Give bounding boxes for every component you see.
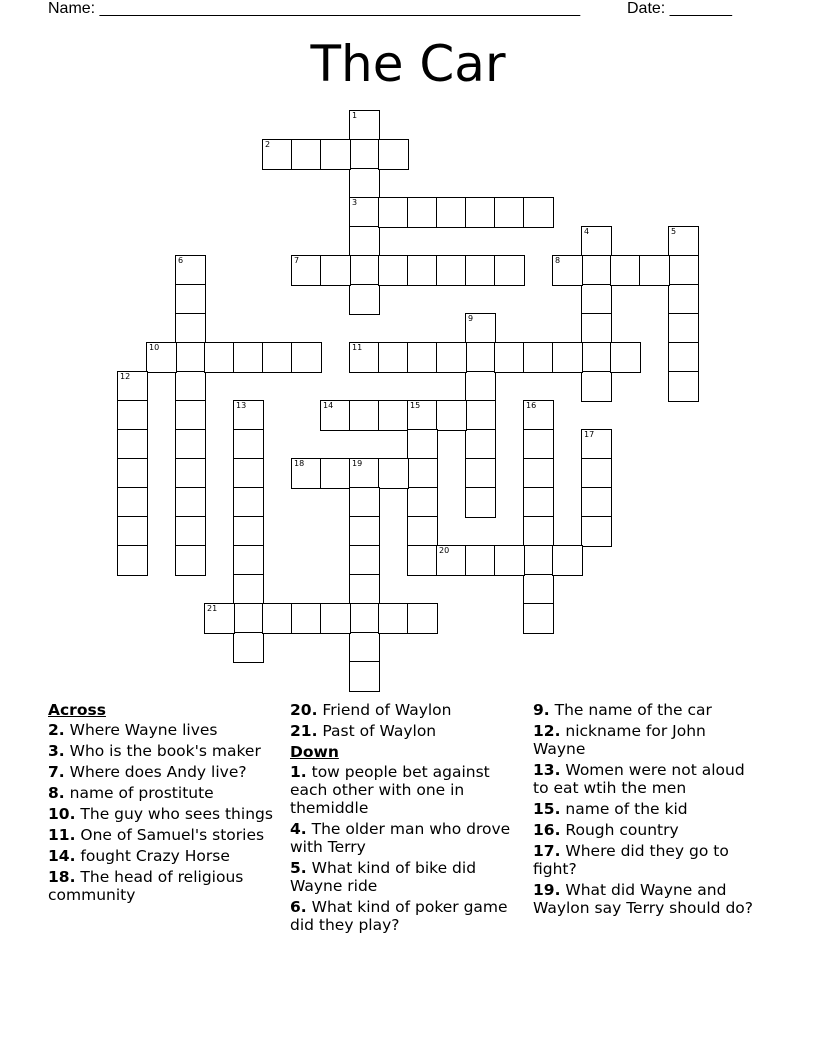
clue-number: 10. <box>48 805 76 823</box>
grid-cell[interactable] <box>407 197 438 228</box>
grid-cell[interactable] <box>407 603 438 634</box>
clue-down-12 <box>533 722 761 758</box>
clue-text: tow people bet against each other with one in themiddle <box>290 763 490 817</box>
grid-cell[interactable] <box>233 516 264 547</box>
grid-cell[interactable] <box>349 458 380 489</box>
grid-cell[interactable] <box>349 603 380 634</box>
clue-down-17 <box>533 842 761 878</box>
grid-cell[interactable] <box>523 603 554 634</box>
grid-cell[interactable] <box>407 516 438 547</box>
grid-cell[interactable] <box>610 255 641 286</box>
grid-cell[interactable] <box>465 487 496 518</box>
clue-text: fought Crazy Horse <box>80 847 230 865</box>
clue-number: 20. <box>290 701 318 719</box>
clue-number: 11. <box>48 826 76 844</box>
cell-number: 13 <box>236 401 247 410</box>
clue-number: 19. <box>533 881 561 899</box>
cell-number: 6 <box>178 256 184 265</box>
clue-number: 8. <box>48 784 65 802</box>
grid-cell[interactable] <box>291 458 322 489</box>
clue-down-9 <box>533 701 761 719</box>
clue-text: name of the kid <box>565 800 688 818</box>
clue-number: 1. <box>290 763 307 781</box>
page-title: The Car <box>310 35 506 93</box>
grid-cell[interactable] <box>204 603 235 634</box>
clue-number: 12. <box>533 722 561 740</box>
grid-cell[interactable] <box>291 342 322 373</box>
grid-cell[interactable] <box>233 342 264 373</box>
grid-cell[interactable] <box>349 545 380 576</box>
grid-cell[interactable] <box>349 197 380 228</box>
grid-cell[interactable] <box>581 226 612 257</box>
grid-cell[interactable] <box>581 487 612 518</box>
grid-cell[interactable] <box>436 400 467 431</box>
grid-cell[interactable] <box>146 342 177 373</box>
clue-number: 17. <box>533 842 561 860</box>
cell-number: 19 <box>352 459 363 468</box>
grid-cell[interactable] <box>581 342 612 373</box>
grid-cell[interactable] <box>465 371 496 402</box>
grid-cell[interactable] <box>407 255 438 286</box>
cell-number: 16 <box>526 401 537 410</box>
grid-cell[interactable] <box>668 313 699 344</box>
grid-cell[interactable] <box>378 400 409 431</box>
grid-cell[interactable] <box>523 545 554 576</box>
clue-across-7 <box>48 763 276 781</box>
grid-cell[interactable] <box>233 632 264 663</box>
clue-across-18 <box>48 868 276 904</box>
clue-text: Who is the book's maker <box>69 742 261 760</box>
grid-cell[interactable] <box>581 284 612 315</box>
grid-cell[interactable] <box>494 255 525 286</box>
clue-text: Where Wayne lives <box>69 721 218 739</box>
grid-cell[interactable] <box>523 574 554 605</box>
grid-cell[interactable] <box>436 545 467 576</box>
grid-cell[interactable] <box>407 429 438 460</box>
grid-cell[interactable] <box>552 255 583 286</box>
grid-cell[interactable] <box>349 574 380 605</box>
grid-cell[interactable] <box>465 255 496 286</box>
clue-text: The guy who sees things <box>80 805 273 823</box>
grid-cell[interactable] <box>349 400 380 431</box>
clue-text: name of prostitute <box>69 784 214 802</box>
grid-cell[interactable] <box>175 545 206 576</box>
grid-cell[interactable] <box>117 400 148 431</box>
grid-cell[interactable] <box>523 342 554 373</box>
grid-cell[interactable] <box>523 429 554 460</box>
grid-cell[interactable] <box>117 487 148 518</box>
clue-across-21 <box>290 722 518 740</box>
clue-across-2 <box>48 721 276 739</box>
clue-number: 7. <box>48 763 65 781</box>
grid-cell[interactable] <box>407 342 438 373</box>
grid-cell[interactable] <box>117 458 148 489</box>
grid-cell[interactable] <box>378 603 409 634</box>
grid-cell[interactable] <box>465 197 496 228</box>
grid-cell[interactable] <box>436 342 467 373</box>
grid-cell[interactable] <box>610 342 641 373</box>
cell-number: 14 <box>323 401 334 410</box>
clues-column-2 <box>290 701 518 937</box>
grid-cell[interactable] <box>262 603 293 634</box>
clue-down-19 <box>533 881 761 917</box>
clue-number: 14. <box>48 847 76 865</box>
grid-cell[interactable] <box>378 255 409 286</box>
clue-text: What kind of poker game did they play? <box>290 898 508 934</box>
clue-number: 13. <box>533 761 561 779</box>
clue-number: 18. <box>48 868 76 886</box>
grid-cell[interactable] <box>581 458 612 489</box>
clues-column-1 <box>48 701 276 907</box>
grid-cell[interactable] <box>552 342 583 373</box>
clue-text: What kind of bike did Wayne ride <box>290 859 477 895</box>
grid-cell[interactable] <box>668 226 699 257</box>
grid-cell[interactable] <box>262 139 293 170</box>
grid-cell[interactable] <box>494 197 525 228</box>
grid-cell[interactable] <box>233 545 264 576</box>
grid-cell[interactable] <box>436 197 467 228</box>
grid-cell[interactable] <box>117 429 148 460</box>
cell-number: 15 <box>410 401 421 410</box>
clue-down-15 <box>533 800 761 818</box>
grid-cell[interactable] <box>175 400 206 431</box>
grid-cell[interactable] <box>581 371 612 402</box>
grid-cell[interactable] <box>233 603 264 634</box>
grid-cell[interactable] <box>378 342 409 373</box>
clue-text: The name of the car <box>554 701 712 719</box>
grid-cell[interactable] <box>465 545 496 576</box>
grid-cell[interactable] <box>320 255 351 286</box>
grid-cell[interactable] <box>175 342 206 373</box>
grid-cell[interactable] <box>465 458 496 489</box>
grid-cell[interactable] <box>523 516 554 547</box>
clue-text: nickname for John Wayne <box>533 722 706 758</box>
cell-number: 5 <box>671 227 677 236</box>
clue-text: One of Samuel's stories <box>80 826 265 844</box>
cell-number: 17 <box>584 430 595 439</box>
grid-cell[interactable] <box>204 342 235 373</box>
down-heading: Down <box>290 743 339 761</box>
grid-cell[interactable] <box>668 342 699 373</box>
grid-cell[interactable] <box>639 255 670 286</box>
grid-cell[interactable] <box>175 313 206 344</box>
grid-cell[interactable] <box>233 458 264 489</box>
clue-across-14 <box>48 847 276 865</box>
clue-number: 4. <box>290 820 307 838</box>
grid-cell[interactable] <box>465 313 496 344</box>
clue-across-8 <box>48 784 276 802</box>
clue-number: 15. <box>533 800 561 818</box>
clue-text: The head of religious community <box>48 868 244 904</box>
grid-cell[interactable] <box>175 371 206 402</box>
clues-column-3 <box>533 701 761 920</box>
grid-cell[interactable] <box>523 400 554 431</box>
cell-number: 20 <box>439 546 450 555</box>
clue-across-10 <box>48 805 276 823</box>
grid-cell[interactable] <box>407 545 438 576</box>
clue-down-5 <box>290 859 518 895</box>
clue-down-4 <box>290 820 518 856</box>
grid-cell[interactable] <box>465 342 496 373</box>
cell-number: 12 <box>120 372 131 381</box>
grid-cell[interactable] <box>117 545 148 576</box>
grid-cell[interactable] <box>581 516 612 547</box>
grid-cell[interactable] <box>407 487 438 518</box>
grid-cell[interactable] <box>465 429 496 460</box>
cell-number: 21 <box>207 604 218 613</box>
grid-cell[interactable] <box>349 255 380 286</box>
grid-cell[interactable] <box>233 400 264 431</box>
grid-cell[interactable] <box>378 458 409 489</box>
clue-number: 6. <box>290 898 307 916</box>
clue-text: Women were not aloud to eat wtih the men <box>533 761 745 797</box>
grid-cell[interactable] <box>291 255 322 286</box>
clue-number: 9. <box>533 701 550 719</box>
grid-cell[interactable] <box>349 226 380 257</box>
grid-cell[interactable] <box>349 661 380 692</box>
clue-text: Rough country <box>565 821 679 839</box>
grid-cell[interactable] <box>407 458 438 489</box>
clue-text: Where does Andy live? <box>69 763 247 781</box>
grid-cell[interactable] <box>349 139 380 170</box>
clue-number: 21. <box>290 722 318 740</box>
cell-number: 7 <box>294 256 300 265</box>
cell-number: 4 <box>584 227 590 236</box>
grid-cell[interactable] <box>349 632 380 663</box>
grid-cell[interactable] <box>581 255 612 286</box>
grid-cell[interactable] <box>117 371 148 402</box>
grid-cell[interactable] <box>175 255 206 286</box>
clue-down-1 <box>290 763 518 817</box>
grid-cell[interactable] <box>175 429 206 460</box>
grid-cell[interactable] <box>233 429 264 460</box>
clue-text: What did Wayne and Waylon say Terry should do? <box>533 881 753 917</box>
clue-number: 16. <box>533 821 561 839</box>
grid-cell[interactable] <box>349 516 380 547</box>
cell-number: 3 <box>352 198 358 207</box>
clue-down-6 <box>290 898 518 934</box>
grid-cell[interactable] <box>233 574 264 605</box>
cell-number: 9 <box>468 314 474 323</box>
grid-cell[interactable] <box>581 429 612 460</box>
grid-cell[interactable] <box>291 603 322 634</box>
grid-cell[interactable] <box>552 545 583 576</box>
grid-cell[interactable] <box>378 197 409 228</box>
grid-cell[interactable] <box>175 487 206 518</box>
cell-number: 18 <box>294 459 305 468</box>
grid-cell[interactable] <box>494 545 525 576</box>
grid-cell[interactable] <box>523 197 554 228</box>
clue-text: Friend of Waylon <box>322 701 452 719</box>
clue-number: 2. <box>48 721 65 739</box>
grid-cell[interactable] <box>262 342 293 373</box>
clue-down-16 <box>533 821 761 839</box>
grid-cell[interactable] <box>175 458 206 489</box>
grid-cell[interactable] <box>668 284 699 315</box>
grid-cell[interactable] <box>407 400 438 431</box>
grid-cell[interactable] <box>320 400 351 431</box>
grid-cell[interactable] <box>175 284 206 315</box>
cell-number: 2 <box>265 140 271 149</box>
grid-cell[interactable] <box>668 255 699 286</box>
grid-cell[interactable] <box>233 487 264 518</box>
name-field-label: Name: ______________________________________________________ <box>48 0 581 17</box>
clue-across-3 <box>48 742 276 760</box>
grid-cell[interactable] <box>320 139 351 170</box>
grid-cell[interactable] <box>349 487 380 518</box>
grid-cell[interactable] <box>378 139 409 170</box>
grid-cell[interactable] <box>465 400 496 431</box>
grid-cell[interactable] <box>175 516 206 547</box>
grid-cell[interactable] <box>349 284 380 315</box>
clue-number: 3. <box>48 742 65 760</box>
cell-number: 11 <box>352 343 363 352</box>
clue-across-20 <box>290 701 518 719</box>
grid-cell[interactable] <box>581 313 612 344</box>
cell-number: 1 <box>352 111 358 120</box>
grid-cell[interactable] <box>291 139 322 170</box>
across-heading: Across <box>48 701 106 719</box>
grid-cell[interactable] <box>349 168 380 199</box>
clue-across-11 <box>48 826 276 844</box>
grid-cell[interactable] <box>349 110 380 141</box>
grid-cell[interactable] <box>320 603 351 634</box>
cell-number: 8 <box>555 256 561 265</box>
grid-cell[interactable] <box>117 516 148 547</box>
grid-cell[interactable] <box>494 342 525 373</box>
date-field-label: Date: _______ <box>627 0 732 17</box>
grid-cell[interactable] <box>668 371 699 402</box>
grid-cell[interactable] <box>320 458 351 489</box>
grid-cell[interactable] <box>349 342 380 373</box>
grid-cell[interactable] <box>523 487 554 518</box>
clue-text: Past of Waylon <box>322 722 437 740</box>
cell-number: 10 <box>149 343 160 352</box>
grid-cell[interactable] <box>436 255 467 286</box>
clue-number: 5. <box>290 859 307 877</box>
clue-text: The older man who drove with Terry <box>290 820 511 856</box>
clue-text: Where did they go to fight? <box>533 842 729 878</box>
grid-cell[interactable] <box>523 458 554 489</box>
clue-down-13 <box>533 761 761 797</box>
